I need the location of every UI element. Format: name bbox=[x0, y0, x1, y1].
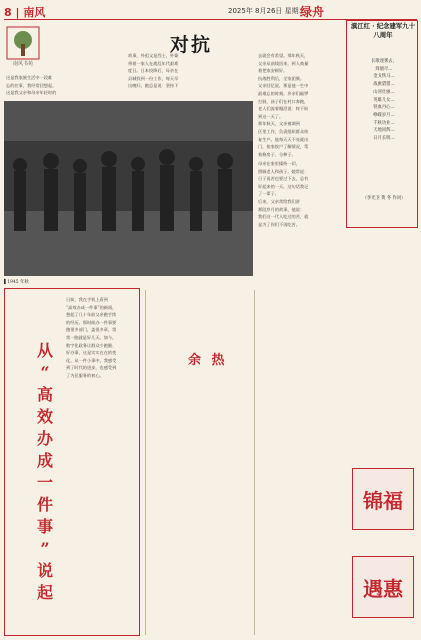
article-column-right-mid bbox=[258, 160, 344, 228]
text-line: 区里工作，负责组织群众恢 bbox=[258, 128, 309, 134]
text-line: 想起了几十年前父亲跑手续 bbox=[66, 312, 117, 318]
photo-image-icon bbox=[4, 101, 253, 276]
title-char: 说 bbox=[36, 561, 53, 580]
lower-article-title: 余 热 bbox=[188, 353, 228, 368]
text-line: 着把家安顿好。 bbox=[258, 68, 288, 74]
text-line: 县城找到一份工作，每天早 bbox=[128, 75, 179, 81]
title-char: 高 bbox=[36, 385, 53, 404]
text-line: 到了时代的进步，也感受到 bbox=[66, 365, 117, 371]
text-line: 老人们流着眼泪说：终于盼 bbox=[258, 106, 309, 112]
title-char: ” bbox=[40, 539, 50, 558]
title-char: 效 bbox=[36, 407, 53, 426]
text-line: 跑很多部门，盖很多章，常 bbox=[66, 327, 117, 333]
text-line: 了为民服务的初心。 bbox=[66, 372, 104, 378]
logo-caption: 南风书苑 bbox=[12, 61, 33, 67]
poem-author: （李光卫 黄 冬 作词） bbox=[362, 196, 406, 201]
text-line: 日前，我在手机上看到 bbox=[66, 297, 108, 302]
issue-date: 2025年 8月26日 星期二 bbox=[228, 7, 306, 15]
text-line: 这是我家族生活中一段难 bbox=[6, 75, 53, 80]
text-line: 度日。日本投降后，母亲在 bbox=[128, 68, 179, 74]
column-divider bbox=[254, 290, 255, 635]
title-char: 件 bbox=[36, 495, 53, 514]
commentary-title bbox=[32, 340, 58, 604]
section-brand: 绿舟 bbox=[300, 5, 325, 19]
poem-line: 铁血丹心… bbox=[373, 105, 395, 111]
text-line: 复生产。他每天天不亮就出 bbox=[258, 136, 309, 142]
text-line: 这是我父亲和母亲年轻时的 bbox=[6, 90, 57, 96]
text-line: 好办事，这是实实在在的变 bbox=[66, 350, 117, 356]
text-line: 到这一天了。 bbox=[258, 113, 284, 119]
text-line: 了一辈子。 bbox=[258, 191, 279, 197]
photo-caption: ▌1945 年秋 bbox=[4, 280, 29, 285]
seal-stamp-2: 遇惠 bbox=[352, 556, 414, 618]
text-line: 着修房子、分种子。 bbox=[258, 151, 296, 157]
text-line: 日子再苦也要过下去，总有 bbox=[258, 176, 309, 182]
title-char: 从 bbox=[36, 341, 53, 360]
text-line: “高效办成一件事”的新闻， bbox=[66, 304, 117, 310]
text-line: 后来，父亲常给我们讲 bbox=[258, 198, 300, 204]
text-line: 照顾老人和孩子。她常说： bbox=[258, 168, 309, 174]
poem-column-title: 滇江红 · 纪念建军九十八周年 bbox=[350, 22, 416, 39]
text-line: 我们这一代人吃过的苦，就 bbox=[258, 214, 309, 220]
text-line: 抗战胜利后，全家团聚。 bbox=[258, 75, 305, 81]
title-char: 成 bbox=[36, 451, 53, 470]
title-char: “ bbox=[40, 363, 50, 382]
title-char: 一 bbox=[36, 473, 53, 492]
text-line: 那段岁月的故事，他说： bbox=[258, 206, 305, 212]
text-line: 父亲从前线回来，两人商量 bbox=[258, 60, 309, 66]
poem-line: 峥嵘岁月… bbox=[373, 112, 395, 118]
text-line: 父亲回忆说，那是他一生中 bbox=[258, 83, 309, 89]
historical-photo bbox=[4, 101, 253, 276]
text-line: 带着一家人在战乱年代艰难 bbox=[128, 60, 179, 66]
text-line: 门，挨家挨户了解情况，帮 bbox=[258, 144, 309, 150]
poem-line: 千秋功业… bbox=[373, 120, 395, 126]
commentary-text bbox=[66, 296, 136, 380]
poem-body bbox=[352, 58, 416, 143]
text-line: 母亲在家里操持一切， bbox=[258, 161, 300, 166]
page-number-and-paper-name: 8 | 南风 bbox=[4, 6, 46, 19]
poem-line: 烽烟尽… bbox=[375, 66, 393, 72]
text-line: 数字化政务让群众少跑腿、 bbox=[66, 342, 117, 348]
text-line: 是为了你们不再吃苦。 bbox=[258, 221, 300, 227]
text-line: 最难忘的时刻。乡亲们敲锣 bbox=[258, 90, 309, 96]
article-title: 对抗 bbox=[170, 34, 213, 56]
text-line: 常一跑就是好几天。如今， bbox=[66, 334, 117, 340]
poem-line: 长歌逐雾去， bbox=[371, 59, 397, 64]
poem-line: 日月长明… bbox=[373, 136, 395, 142]
poem-line: 战旗猎猎… bbox=[373, 82, 395, 88]
column-divider bbox=[145, 290, 146, 635]
poem-line: 英雄儿女… bbox=[373, 97, 395, 103]
text-line: 出晚归，她总是说：坚持下 bbox=[128, 83, 179, 89]
title-char: 事 bbox=[36, 517, 53, 536]
title-char: 办 bbox=[36, 429, 53, 448]
section-logo-icon bbox=[6, 26, 40, 60]
text-line: 故事，外祖父是烈士，外婆 bbox=[128, 53, 179, 58]
poem-line: 金戈铁马… bbox=[373, 74, 395, 80]
article-column-right-top bbox=[258, 52, 344, 158]
text-line: 打鼓，孩子们在村口奔跑， bbox=[258, 98, 309, 104]
text-line: 去就会有希望。那年秋天， bbox=[258, 53, 309, 58]
poem-line: 天地同辉… bbox=[373, 128, 395, 134]
intro-column-mid bbox=[128, 52, 188, 90]
text-line: 好起来的一天。这句话我记 bbox=[258, 183, 309, 189]
intro-column-left bbox=[6, 74, 122, 97]
text-line: 化。从一件小事中，我感受 bbox=[66, 357, 117, 363]
text-line: 忘的往事，我经常回想起。 bbox=[6, 82, 57, 88]
poem-line: 山河壮丽… bbox=[373, 89, 395, 95]
seal-stamp-1: 锦福 bbox=[352, 468, 414, 530]
text-line: 那年秋天，父亲被调到 bbox=[258, 121, 300, 127]
text-line: 的经历。那时候办一件事要 bbox=[66, 319, 117, 325]
title-char: 起 bbox=[36, 583, 53, 602]
